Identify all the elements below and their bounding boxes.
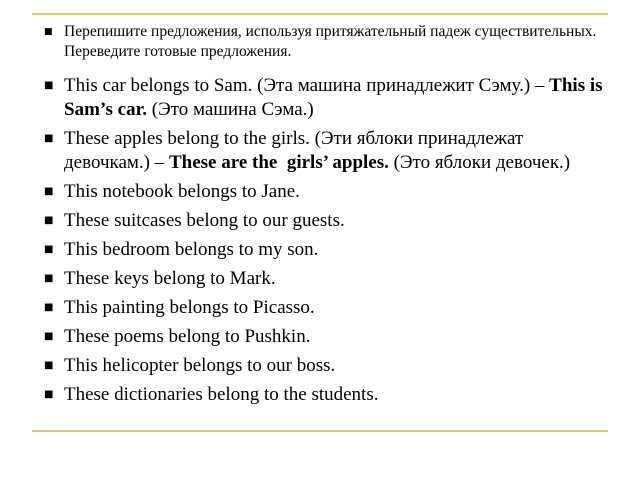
example-item [40,127,610,175]
square-bullet-icon: ■ [44,331,54,342]
square-bullet-icon: ■ [44,244,54,255]
slide-content [40,22,610,412]
top-divider [32,13,608,15]
example-translation: (Эти яблоки принадлежат девочкам.) [64,128,524,173]
exercise-text: These suitcases belong to our guests. [64,210,345,231]
example-answer: This is Sam’s car. [64,75,603,120]
exercise-item [40,354,610,378]
exercise-item [40,267,610,291]
square-bullet-icon: ■ [44,389,54,400]
exercise-text: These poems belong to Pushkin. [64,326,311,347]
exercise-text: This notebook belongs to Jane. [64,181,300,202]
example-dash: – [534,75,545,96]
example-sentence: This car belongs to Sam. [64,75,253,96]
instruction-item [40,22,610,62]
example-answer: These are the girls’ apples. [168,152,389,173]
example-answer-translation: (Это яблоки девочек.) [393,152,571,173]
example-translation: (Эта машина принадлежит Сэму.) [257,75,531,96]
exercise-item [40,296,610,320]
exercise-text: This bedroom belongs to my son. [64,239,319,260]
square-bullet-icon: ■ [44,302,54,313]
bullet-list [40,22,610,407]
square-bullet-icon: ■ [44,273,54,284]
exercise-text: This painting belongs to Picasso. [64,297,315,318]
square-bullet-icon: ■ [44,80,54,91]
exercise-item [40,209,610,233]
example-sentence: These apples belong to the girls. [64,128,310,149]
example-item [40,74,610,122]
instruction-text: Перепишите предложения, используя притяжательный падеж существительных. Переведите готовые предложения. [64,23,597,60]
exercise-item [40,383,610,407]
square-bullet-icon: ■ [44,215,54,226]
bottom-divider [32,430,608,432]
example-answer-translation: (Это машина Сэма.) [151,99,314,120]
exercise-text: This helicopter belongs to our boss. [64,355,336,376]
square-bullet-icon: ■ [44,186,54,197]
square-bullet-icon: ■ [44,360,54,371]
exercise-item [40,325,610,349]
exercise-text: These dictionaries belong to the students. [64,384,379,405]
exercise-text: These keys belong to Mark. [64,268,276,289]
example-dash: – [154,152,165,173]
exercise-item [40,180,610,204]
exercise-item [40,238,610,262]
square-bullet-icon: ■ [44,27,53,37]
square-bullet-icon: ■ [44,133,54,144]
